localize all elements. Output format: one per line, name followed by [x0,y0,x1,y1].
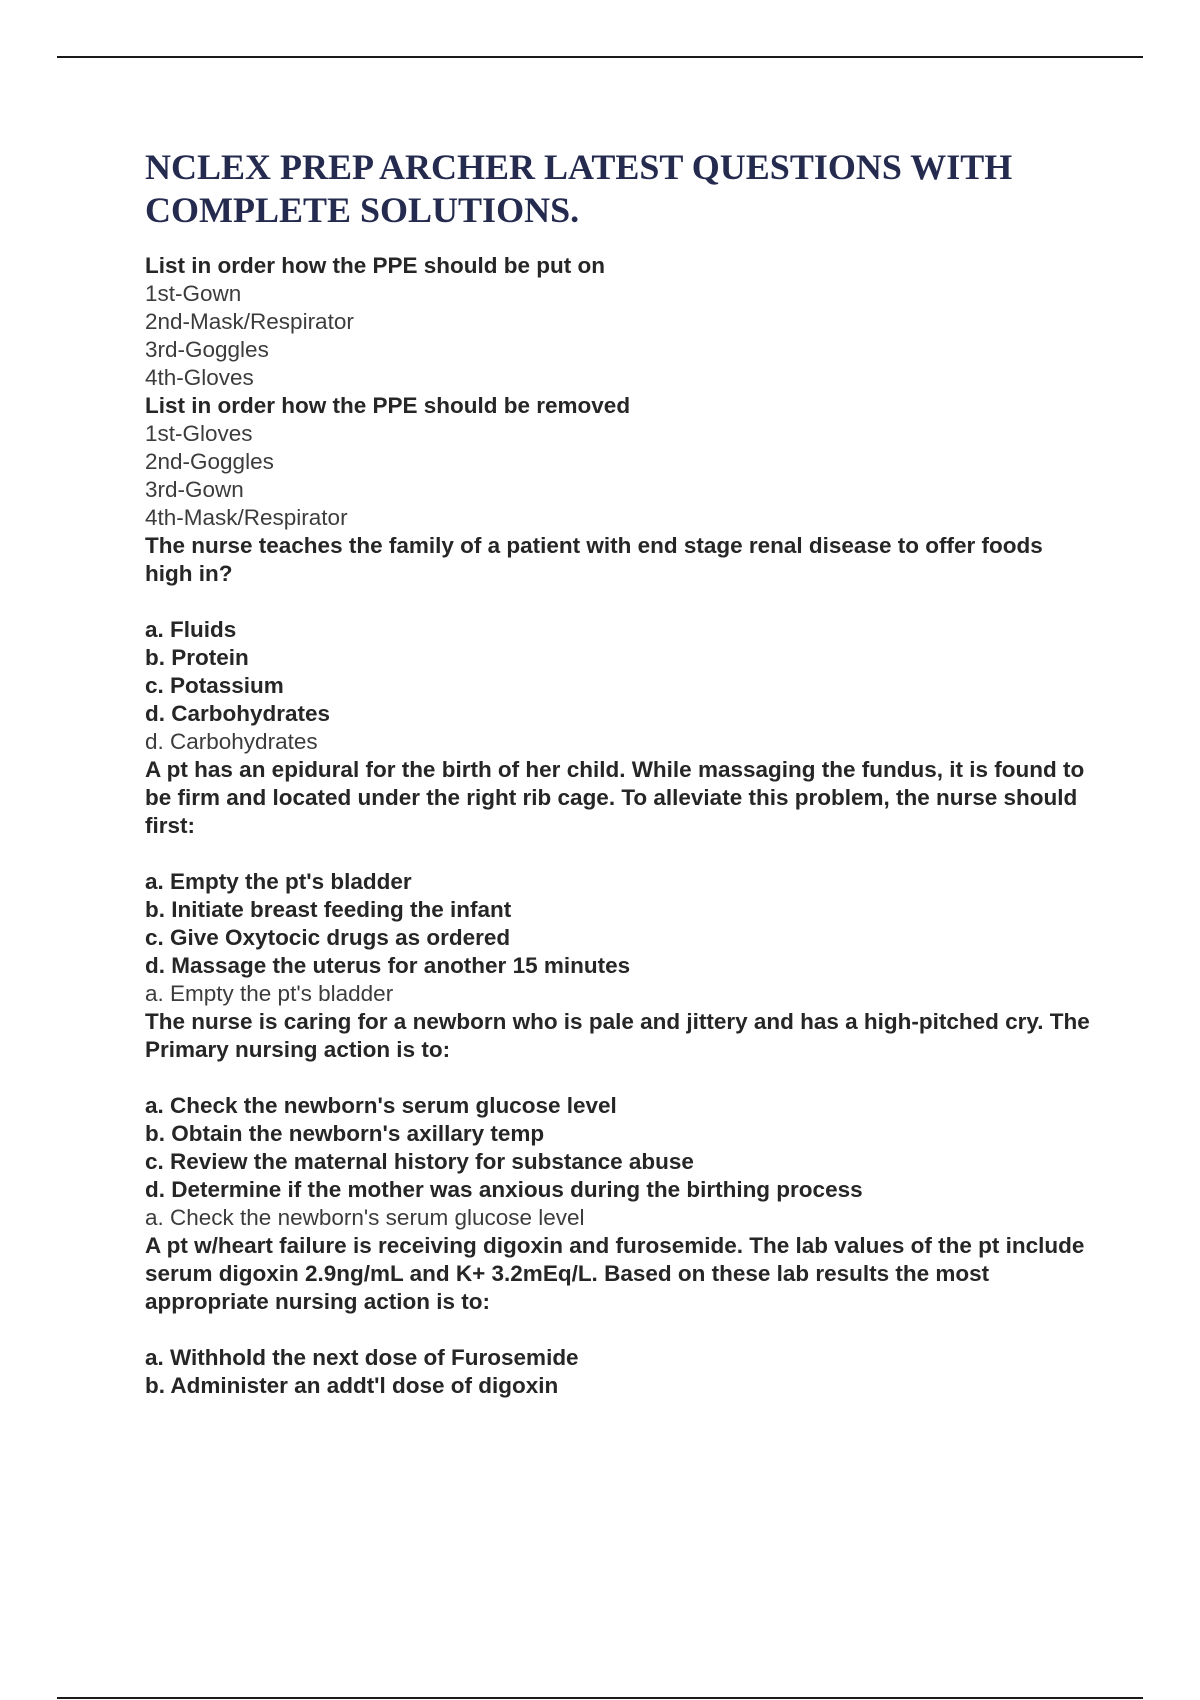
document-title: NCLEX PREP ARCHER LATEST QUESTIONS WITH COMPLETE SOLUTIONS. [145,147,1013,230]
question-text: b. Administer an addt'l dose of digoxin [145,1373,559,1398]
question-text: a. Withhold the next dose of Furosemide [145,1345,579,1370]
answer-text: 1st-Gown [145,281,242,306]
question-text: d. Carbohydrates [145,701,331,726]
question-text: List in order how the PPE should be put on [145,253,605,278]
answer-text: 2nd-Mask/Respirator [145,309,354,334]
question-text: a. Fluids [145,617,237,642]
question-text: d. Massage the uterus for another 15 minutes [145,953,631,978]
question-text: b. Obtain the newborn's axillary temp [145,1121,545,1146]
question-text: b. Initiate breast feeding the infant [145,897,512,922]
answer-text: 3rd-Goggles [145,337,269,362]
question-list [145,252,1095,1400]
question-text: a. Empty the pt's bladder [145,869,412,894]
answer-text: d. Carbohydrates [145,729,318,754]
spacer [145,1316,1095,1344]
question-text: d. Determine if the mother was anxious during the birthing process [145,1177,863,1202]
question-text: a. Check the newborn's serum glucose level [145,1093,617,1118]
answer-text: 4th-Gloves [145,365,254,390]
answer-text: a. Check the newborn's serum glucose level [145,1205,585,1230]
spacer [145,840,1095,868]
document-body [145,146,1095,1400]
question-text: b. Protein [145,645,249,670]
question-text: c. Review the maternal history for substance abuse [145,1149,694,1174]
question-text: A pt has an epidural for the birth of her child. While massaging the fundus, it is found to be firm and located under the right rib cage. To alleviate this problem, the nurse should first: [145,757,1085,838]
top-rule [57,56,1143,58]
bottom-rule [57,1697,1143,1699]
answer-text: a. Empty the pt's bladder [145,981,394,1006]
question-text: List in order how the PPE should be removed [145,393,631,418]
answer-text: 3rd-Gown [145,477,244,502]
spacer [145,1064,1095,1092]
question-text: The nurse teaches the family of a patient with end stage renal disease to offer foods high in? [145,533,1043,586]
question-text: A pt w/heart failure is receiving digoxin and furosemide. The lab values of the pt include serum digoxin 2.9ng/mL and K+ 3.2mEq/L. Based on these lab results the most appropriate nursing action is to: [145,1233,1085,1314]
answer-text: 2nd-Goggles [145,449,274,474]
question-text: c. Potassium [145,673,284,698]
question-text: The nurse is caring for a newborn who is pale and jittery and has a high-pitched cry. The Primary nursing action is to: [145,1009,1090,1062]
spacer [145,588,1095,616]
answer-text: 1st-Gloves [145,421,253,446]
question-text: c. Give Oxytocic drugs as ordered [145,925,511,950]
answer-text: 4th-Mask/Respirator [145,505,348,530]
